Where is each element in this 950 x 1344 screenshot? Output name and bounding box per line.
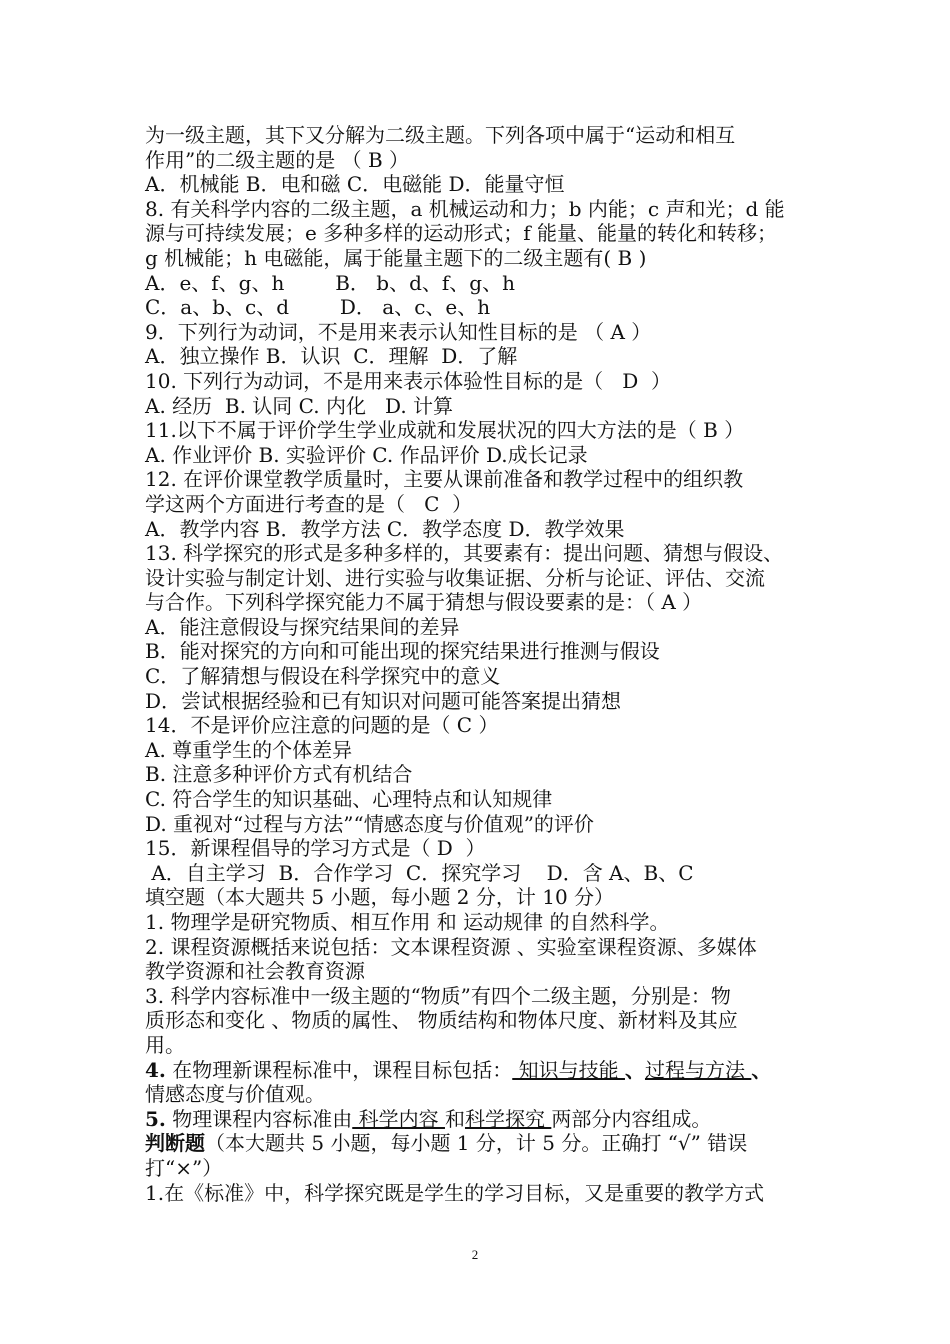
judge-heading xyxy=(145,1131,825,1156)
q5-number: 5. xyxy=(145,1106,166,1131)
text-line-35: 教学资源和社会教育资源 xyxy=(145,959,365,984)
text-line-19: 设计实验与制定计划、进行实验与收集证据、分析与论证、评估、交流 xyxy=(145,565,765,590)
page-content xyxy=(145,123,825,1205)
text-line-25: 14．不是评价应注意的问题的是（ C ） xyxy=(145,713,499,738)
text-line-13: 11.以下不属于评价学生学业成就和发展状况的四大方法的是（ B ） xyxy=(145,418,745,443)
text-line-23: C．了解猜想与假设在科学探究中的意义 xyxy=(145,664,501,689)
text-line-24: D．尝试根据经验和已有知识对问题可能答案提出猜想 xyxy=(145,688,622,713)
text-line-4: 8. 有关科学内容的二级主题，a 机械运动和力；b 内能；c 声和光；d 能 xyxy=(145,196,785,221)
q4-separator-1: 、 xyxy=(624,1057,645,1082)
q5-answer-1: 科学内容 xyxy=(352,1106,445,1131)
text-line-12: A. 经历 B. 认同 C. 内化 D. 计算 xyxy=(145,393,454,418)
text-line-21: A．能注意假设与探究结果间的差异 xyxy=(145,614,460,639)
text-line-30: 15．新课程倡导的学习方式是（ D ） xyxy=(145,836,486,861)
text-line-10: A．独立操作 B．认识 C．理解 D．了解 xyxy=(145,344,518,369)
text-line-14: A. 作业评价 B. 实验评价 C. 作品评价 D.成长记录 xyxy=(145,442,588,467)
judge-instructions: （本大题共 5 小题，每小题 1 分，计 5 分。正确打 “√” 错误 xyxy=(205,1131,748,1156)
q4-answer-1: 知识与技能 xyxy=(512,1057,625,1082)
text-line-5: 源与可持续发展；e 多种多样的运动形式；f 能量、能量的转化和转移； xyxy=(145,221,777,246)
text-line-22: B．能对探究的方向和可能出现的探究结果进行推测与假设 xyxy=(145,639,660,664)
text-line-3: A．机械能 B．电和磁 C．电磁能 D．能量守恒 xyxy=(145,172,565,197)
q5-suffix: 两部分内容组成。 xyxy=(551,1106,712,1131)
text-line-11: 10. 下列行为动词，不是用来表示体验性目标的是（ D ） xyxy=(145,368,671,393)
text-line-9: 9．下列行为动词，不是用来表示认知性目标的是 （ A ） xyxy=(145,319,652,344)
judge-heading-line-2: 打“×”） xyxy=(145,1155,223,1180)
text-line-1: 为一级主题，其下又分解为二级主题。下列各项中属于“运动和相互 xyxy=(145,123,736,147)
text-line-17: A．教学内容 B．教学方法 C．教学态度 D．教学效果 xyxy=(145,516,625,541)
q5-connector: 和 xyxy=(444,1106,465,1131)
q4-line-1 xyxy=(145,1058,825,1083)
page-number: 2 xyxy=(471,1247,479,1262)
text-line-33: 1. 物理学是研究物质、相互作用 和 运动规律 的自然科学。 xyxy=(145,910,670,934)
text-line-6: g 机械能；h 电磁能，属于能量主题下的二级主题有( B ) xyxy=(145,245,647,270)
text-line-7: A．e、f、g、h B． b、d、f、g、h xyxy=(145,270,515,295)
q4-line-2: 情感态度与价值观。 xyxy=(145,1082,325,1107)
text-line-34: 2. 课程资源概括来说包括：文本课程资源 、实验室课程资源、多媒体 xyxy=(145,934,757,959)
text-line-16: 学这两个方面进行考查的是（ C ） xyxy=(145,491,473,516)
q5-line xyxy=(145,1107,825,1132)
text-line-2: 作用”的二级主题的是 （ B ） xyxy=(145,147,409,172)
judge-title: 判断题 xyxy=(145,1131,205,1156)
text-line-36: 3. 科学内容标准中一级主题的“物质”有四个二级主题，分别是：物 xyxy=(145,983,731,1008)
text-line-18: 13. 科学探究的形式是多种多样的，其要素有：提出问题、猜想与假设、 xyxy=(145,541,784,566)
text-line-32: 填空题（本大题共 5 小题，每小题 2 分，计 10 分） xyxy=(145,885,615,910)
q4-separator-2: 、 xyxy=(751,1057,772,1082)
q4-prompt: 在物理新课程标准中，课程目标包括： xyxy=(165,1057,513,1082)
text-line-28: C. 符合学生的知识基础、心理特点和认知规律 xyxy=(145,787,553,812)
text-line-38: 用。 xyxy=(145,1032,185,1057)
text-line-26: A. 尊重学生的个体差异 xyxy=(145,737,353,762)
q5-answer-2: 科学探究 xyxy=(464,1106,552,1131)
text-line-15: 12. 在评价课堂教学质量时，主要从课前准备和教学过程中的组织教 xyxy=(145,467,744,492)
text-line-31: A．自主学习 B．合作学习 C．探究学习 D．含 A、B、C xyxy=(145,860,694,885)
text-line-27: B. 注意多种评价方式有机结合 xyxy=(145,762,413,787)
q4-number: 4. xyxy=(145,1057,166,1082)
text-line-37: 质形态和变化 、物质的属性、 物质结构和物体尺度、新材料及其应 xyxy=(145,1008,738,1033)
text-line-20: 与合作。下列科学探究能力不属于猜想与假设要素的是：（ A ） xyxy=(145,590,703,615)
judge-item-1: 1.在《标准》中，科学探究既是学生的学习目标，又是重要的教学方式 xyxy=(145,1180,765,1205)
text-line-29: D. 重视对“过程与方法”“情感态度与价值观”的评价 xyxy=(145,811,594,836)
q4-answer-2: 过程与方法 xyxy=(644,1057,752,1082)
q5-prompt: 物理课程内容标准由 xyxy=(165,1106,353,1131)
text-line-8: C．a、b、c、d D． a、c、e、h xyxy=(145,295,491,320)
